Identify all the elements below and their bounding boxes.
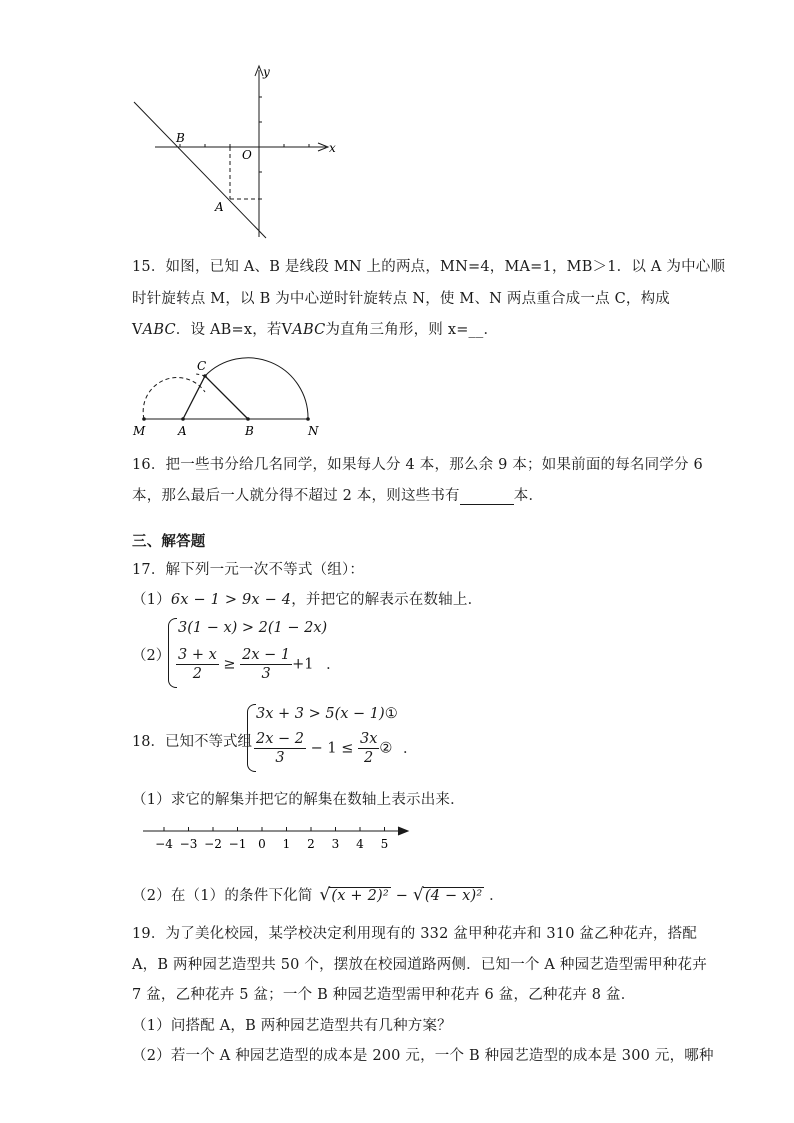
q18-end: ．	[402, 740, 418, 757]
q16-line2-pre: 本，那么最后一人就分得不超过 2 本，则这些书有	[132, 488, 460, 504]
point-m	[142, 417, 146, 421]
label-b2: B	[245, 424, 254, 438]
q17-frac2	[240, 646, 292, 683]
point-n	[306, 417, 310, 421]
coordinate-figure	[130, 62, 350, 242]
sqrt-2-radicand: (4 − x)²	[424, 888, 483, 904]
number-line-tick-label: 1	[282, 837, 291, 851]
label-y: y	[263, 65, 270, 79]
q17-rel: ≥	[223, 656, 236, 673]
triangle-abc: ABC	[142, 322, 176, 338]
q17-stem: 17．解下列一元一次不等式（组）：	[132, 562, 365, 578]
q15-line1: 15．如图，已知 A、B 是线段 MN 上的两点，MN=4，MA=1，MB＞1．以 A 为中心顺	[132, 259, 726, 275]
q17-p1-label: （1）	[132, 592, 171, 608]
q16-line1: 16．把一些书分给几名同学，如果每人分 4 本，那么余 9 本；如果前面的每名同学分 6	[132, 457, 703, 473]
number-line	[140, 820, 420, 856]
sqrt-1-sign: √	[319, 885, 331, 905]
number-line-tick-label: −3	[179, 837, 198, 851]
sqrt-2	[412, 885, 485, 905]
segment-bc	[205, 376, 248, 419]
q17-part2-label: （2）	[132, 648, 171, 664]
q15-line2: 时针旋转点 M，以 B 为中心逆时针旋转点 N，使 M、N 两点重合成一点 C，构成	[132, 291, 670, 307]
label-n: N	[308, 424, 319, 438]
number-line-tick-label: 5	[380, 837, 389, 851]
triangle-abc-2: ABC	[292, 322, 326, 338]
number-line-tick-label: 2	[307, 837, 315, 851]
triangle-symbol-2: V	[281, 322, 293, 338]
point-a	[181, 417, 185, 421]
q19-line3: 7 盆，乙种花卉 5 盆；一个 B 种园艺造型需甲种花卉 6 盆，乙种花卉 8 盆．	[132, 987, 636, 1003]
label-a: A	[215, 200, 224, 214]
label-x: x	[329, 141, 336, 155]
label-c: C	[197, 359, 207, 373]
triangle-symbol: V	[132, 322, 143, 338]
q17-frac1	[176, 646, 219, 683]
q17-frac2-num: 2x − 1	[242, 647, 291, 663]
q18-frac1-num: 2x − 2	[256, 731, 304, 747]
number-line-tick-label: 3	[331, 837, 340, 851]
number-line-tick-label: −2	[204, 837, 222, 851]
label-a2: A	[178, 424, 187, 438]
q18-row1	[256, 706, 398, 722]
q18-frac2	[358, 730, 379, 767]
arc-right	[205, 358, 308, 419]
q18-frac2-den: 2	[364, 750, 374, 766]
q18-minus: −	[395, 888, 409, 904]
sqrt-1	[319, 885, 391, 905]
q19-line2: A，B 两种园艺造型共 50 个，摆放在校园道路两侧．已知一个 A 种园艺造型需甲种花卉	[132, 957, 707, 973]
q18-part1: （1）求它的解集并把它的解集在数轴上表示出来．	[132, 792, 465, 808]
q19-line1: 19．为了美化校园，某学校决定利用现有的 332 盆甲种花卉和 310 盆乙种花卉，搭配	[132, 926, 698, 942]
q18-frac2-num: 3x	[359, 731, 378, 747]
q18-mark1: ①	[384, 706, 398, 722]
q18-row2-mid: − 1 ≤	[310, 740, 354, 757]
q18-frac1-den: 3	[275, 750, 285, 766]
q19-part2: （2）若一个 A 种园艺造型的成本是 200 元，一个 B 种园艺造型的成本是 300 元，哪种	[132, 1048, 714, 1064]
q18-part2	[132, 884, 504, 905]
number-line-tick-label: 0	[258, 837, 266, 851]
q16-line2-post: 本．	[513, 488, 544, 504]
q18-mark2: ②	[379, 740, 393, 757]
line-ab	[134, 102, 266, 238]
q17-p1-expr: 6x − 1 > 9x − 4	[170, 592, 292, 608]
q18-row2	[254, 730, 417, 767]
q18-p2-pre: （2）在（1）的条件下化简	[132, 888, 313, 904]
q18-p2-end: ．	[489, 888, 504, 904]
q15-line3-post: 为直角三角形，则 x=__．	[325, 322, 499, 338]
label-m: M	[133, 424, 146, 438]
arc-left	[143, 378, 205, 419]
number-line-arrow	[398, 827, 408, 835]
number-line-tick-label: −4	[155, 837, 173, 851]
point-b	[246, 417, 250, 421]
q17-system-row1: 3(1 − x) > 2(1 − 2x)	[178, 620, 328, 636]
answer-blank	[460, 488, 514, 505]
semicircle-figure	[130, 352, 330, 442]
label-origin: O	[242, 148, 252, 162]
label-b: B	[176, 131, 185, 145]
q17-frac1-num: 3 + x	[178, 647, 217, 663]
q16-line2	[132, 484, 543, 505]
q17-frac1-den: 2	[192, 666, 202, 682]
q17-end: ．	[326, 656, 341, 673]
q15-line3	[132, 318, 498, 339]
q19-part1: （1）问搭配 A，B 两种园艺造型共有几种方案？	[132, 1018, 452, 1034]
sqrt-1-radicand: (x + 2)²	[331, 888, 389, 904]
q15-line3-mid: ．设 AB=x，若	[175, 322, 282, 338]
sqrt-2-sign: √	[412, 885, 424, 905]
q17-system-row2	[176, 646, 341, 683]
number-line-tick-label: −1	[228, 837, 247, 851]
q17-tail: +1	[292, 656, 314, 673]
q17-frac2-den: 3	[261, 666, 271, 682]
q18-frac1	[254, 730, 306, 767]
point-c	[203, 374, 207, 378]
q18-row1-expr: 3x + 3 > 5(x − 1)	[256, 706, 385, 722]
number-line-tick-label: 4	[356, 837, 364, 851]
q17-p1-text: ，并把它的解表示在数轴上．	[291, 592, 483, 608]
section-title: 三、解答题	[132, 533, 206, 550]
q18-stem: 18．已知不等式组	[132, 734, 252, 750]
q17-part1	[132, 588, 482, 609]
